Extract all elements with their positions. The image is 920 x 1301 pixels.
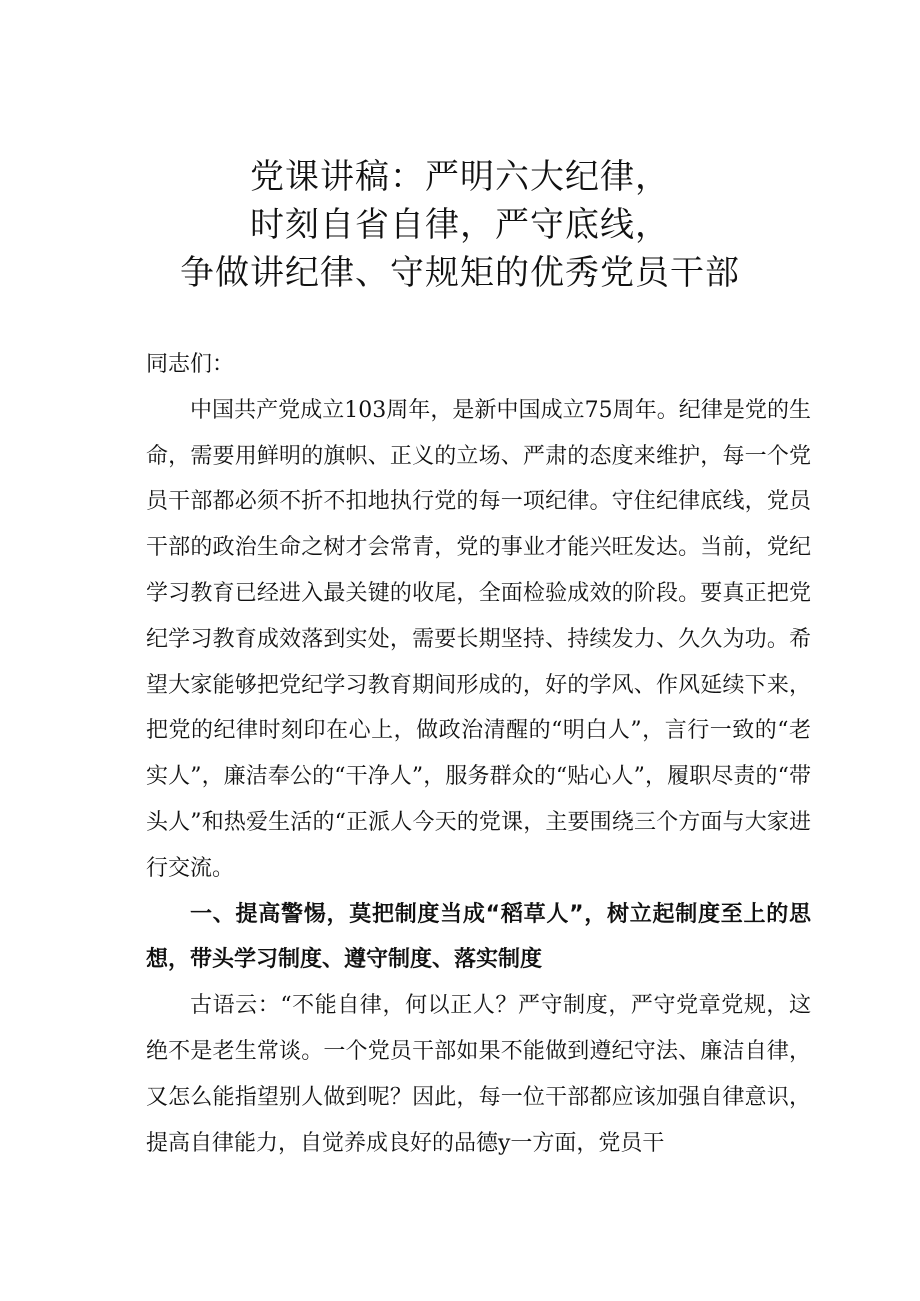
intro-paragraph: 中国共产党成立103周年，是新中国成立75周年。纪律是党的生命，需要用鲜明的旗帜、正义的立场、严肃的态度来维护，每一个党员干部都必须不折不扣地执行党的每一项纪律。守住纪律底线，党员干部的政治生命之树才会常青，党的事业才能兴旺发达。当前，党纪学习教育已经进入最关键的收尾，全面检验成效的阶段。要真正把党纪学习教育成效落到实处，需要长期坚持、持续发力、久久为功。希望大家能够把党纪学习教育期间形成的，好的学风、作风延续下来，把党的纪律时刻印在心上，做政治清醒的“明白人”，言行一致的“老实人”，廉洁奉公的“干净人”，服务群众的“贴心人”，履职尽责的“带头人”和热爱生活的“正派人今天的党课，主要围绕三个方面与大家进行交流。 — [146, 397, 811, 881]
document-title — [0, 153, 920, 297]
title-line-2: 时刻自省自律，严守底线， — [250, 205, 670, 245]
title-line-3: 争做讲纪律、守规矩的优秀党员干部 — [180, 253, 740, 293]
title-line-1: 党课讲稿：严明六大纪律， — [250, 157, 670, 197]
document-body — [146, 342, 811, 1166]
section-heading: 一、提高警惕，莫把制度当成“稻草人”，树立起制度至上的思想，带头学习制度、遵守制度、落实制度 — [146, 901, 811, 973]
salutation: 同志们： — [146, 352, 235, 377]
section-paragraph: 古语云：“不能自律，何以正人？严守制度，严守党章党规，这绝不是老生常谈。一个党员干部如果不能做到遵纪守法、廉洁自律，又怎么能指望别人做到呢？因此，每一位干部都应该加强自律意识，提高自律能力，自觉养成良好的品德y一方面，党员干 — [146, 993, 811, 1156]
